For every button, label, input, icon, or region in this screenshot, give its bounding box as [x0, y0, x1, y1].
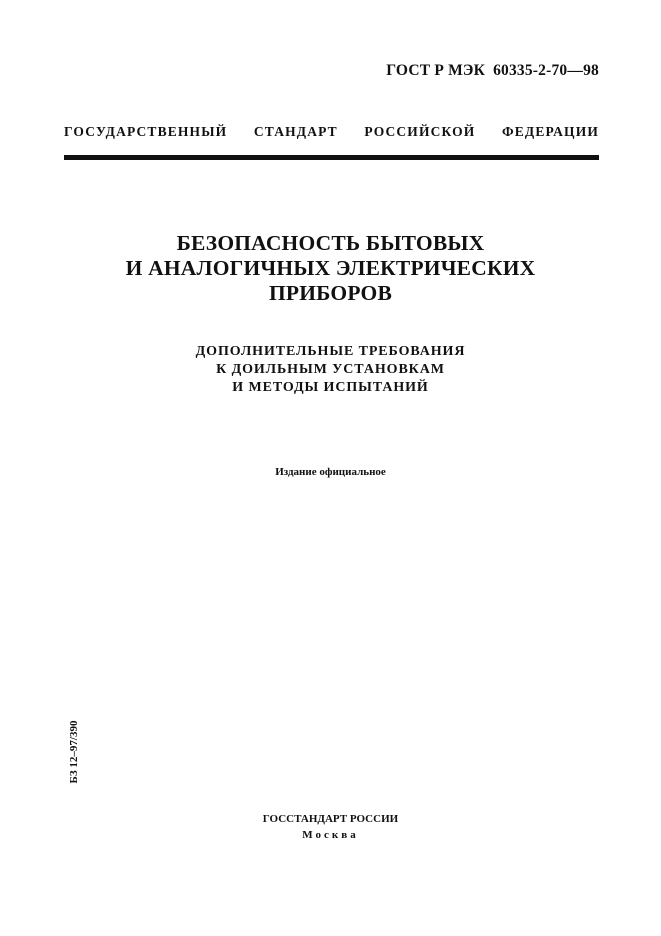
edition-label: Издание официальное: [275, 466, 386, 478]
title-line: ПРИБОРОВ: [268, 281, 393, 305]
title-line: БЕЗОПАСНОСТЬ БЫТОВЫХ: [176, 231, 485, 255]
document-subtitle: [0, 343, 661, 397]
document-number-prefix: ГОСТ Р МЭК: [386, 62, 486, 79]
header-divider: [64, 155, 599, 160]
subtitle-line: И МЕТОДЫ ИСПЫТАНИЙ: [232, 380, 429, 395]
header-word: РОССИЙСКОЙ: [364, 124, 476, 139]
side-catalog-code: БЗ 12–97/390: [68, 720, 80, 784]
header-word: ФЕДЕРАЦИИ: [501, 124, 599, 139]
document-number-code: 60335-2-70—98: [493, 62, 599, 79]
publisher-city: Москва: [302, 829, 359, 841]
standard-header: [64, 124, 599, 140]
document-title: [0, 231, 661, 306]
subtitle-line: К ДОИЛЬНЫМ УСТАНОВКАМ: [216, 362, 445, 377]
header-word: ГОСУДАРСТВЕННЫЙ: [64, 124, 228, 139]
publisher-name: ГОССТАНДАРТ РОССИИ: [262, 813, 399, 825]
title-line: И АНАЛОГИЧНЫХ ЭЛЕКТРИЧЕСКИХ: [125, 256, 536, 280]
document-number: [386, 62, 599, 80]
subtitle-line: ДОПОЛНИТЕЛЬНЫЕ ТРЕБОВАНИЯ: [195, 344, 466, 359]
header-word: СТАНДАРТ: [253, 124, 338, 139]
publisher-block: [0, 811, 661, 843]
